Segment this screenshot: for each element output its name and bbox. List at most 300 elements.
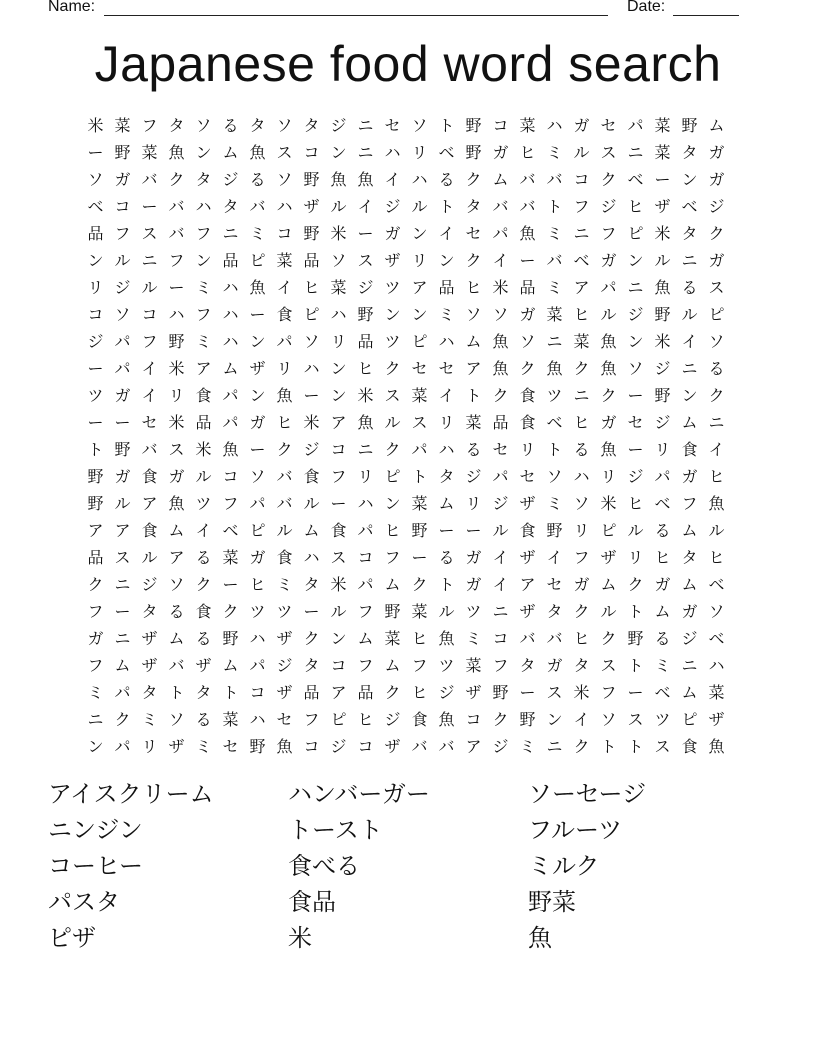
grid-cell[interactable]: ク: [627, 574, 644, 594]
grid-cell[interactable]: ザ: [276, 628, 293, 648]
grid-cell[interactable]: ト: [411, 466, 428, 486]
grid-cell[interactable]: セ: [627, 412, 644, 432]
grid-cell[interactable]: ク: [492, 385, 509, 405]
grid-cell[interactable]: ハ: [195, 196, 212, 216]
grid-cell[interactable]: ト: [438, 115, 455, 135]
grid-cell[interactable]: ジ: [276, 655, 293, 675]
grid-cell[interactable]: 魚: [600, 358, 617, 378]
grid-cell[interactable]: 野: [87, 493, 104, 513]
grid-cell[interactable]: る: [654, 520, 671, 540]
grid-cell[interactable]: ニ: [492, 601, 509, 621]
grid-cell[interactable]: ク: [708, 385, 725, 405]
grid-cell[interactable]: ツ: [546, 385, 563, 405]
grid-cell[interactable]: タ: [681, 547, 698, 567]
grid-cell[interactable]: 魚: [438, 709, 455, 729]
grid-cell[interactable]: ー: [465, 520, 482, 540]
grid-cell[interactable]: 野: [168, 331, 185, 351]
grid-cell[interactable]: ム: [681, 412, 698, 432]
grid-cell[interactable]: イ: [276, 277, 293, 297]
grid-cell[interactable]: 米: [303, 412, 320, 432]
grid-cell[interactable]: ハ: [303, 358, 320, 378]
grid-cell[interactable]: ハ: [222, 331, 239, 351]
grid-cell[interactable]: る: [438, 547, 455, 567]
grid-cell[interactable]: バ: [276, 466, 293, 486]
grid-cell[interactable]: バ: [546, 628, 563, 648]
grid-cell[interactable]: ガ: [681, 601, 698, 621]
grid-cell[interactable]: ジ: [600, 196, 617, 216]
grid-cell[interactable]: タ: [546, 601, 563, 621]
grid-cell[interactable]: ル: [681, 304, 698, 324]
grid-cell[interactable]: 食: [411, 709, 428, 729]
grid-cell[interactable]: 野: [303, 223, 320, 243]
grid-cell[interactable]: ガ: [249, 412, 266, 432]
grid-cell[interactable]: パ: [249, 493, 266, 513]
grid-cell[interactable]: ジ: [681, 628, 698, 648]
grid-cell[interactable]: ン: [87, 736, 104, 756]
grid-cell[interactable]: セ: [438, 358, 455, 378]
grid-cell[interactable]: ク: [222, 601, 239, 621]
grid-cell[interactable]: タ: [438, 466, 455, 486]
grid-cell[interactable]: ツ: [87, 385, 104, 405]
grid-cell[interactable]: ハ: [546, 115, 563, 135]
grid-cell[interactable]: ス: [141, 223, 158, 243]
grid-cell[interactable]: ク: [708, 223, 725, 243]
grid-cell[interactable]: ソ: [303, 331, 320, 351]
grid-cell[interactable]: フ: [411, 655, 428, 675]
grid-cell[interactable]: 魚: [357, 412, 374, 432]
grid-cell[interactable]: ン: [681, 169, 698, 189]
grid-cell[interactable]: タ: [168, 115, 185, 135]
grid-cell[interactable]: ト: [465, 385, 482, 405]
grid-cell[interactable]: ベ: [573, 250, 590, 270]
grid-cell[interactable]: ベ: [708, 574, 725, 594]
grid-cell[interactable]: 品: [222, 250, 239, 270]
grid-cell[interactable]: リ: [573, 520, 590, 540]
grid-cell[interactable]: 魚: [168, 493, 185, 513]
grid-cell[interactable]: ハ: [411, 169, 428, 189]
grid-cell[interactable]: ー: [87, 412, 104, 432]
grid-cell[interactable]: ガ: [114, 385, 131, 405]
grid-cell[interactable]: ニ: [141, 250, 158, 270]
grid-cell[interactable]: ミ: [438, 304, 455, 324]
grid-cell[interactable]: ガ: [465, 574, 482, 594]
grid-cell[interactable]: ザ: [276, 682, 293, 702]
grid-cell[interactable]: 魚: [600, 439, 617, 459]
grid-cell[interactable]: ジ: [708, 196, 725, 216]
grid-cell[interactable]: ソ: [519, 331, 536, 351]
grid-cell[interactable]: ス: [330, 547, 347, 567]
grid-cell[interactable]: 品: [492, 412, 509, 432]
grid-cell[interactable]: ツ: [384, 331, 401, 351]
grid-cell[interactable]: ス: [384, 385, 401, 405]
grid-cell[interactable]: 品: [438, 277, 455, 297]
grid-cell[interactable]: リ: [141, 736, 158, 756]
grid-cell[interactable]: イ: [438, 223, 455, 243]
grid-cell[interactable]: ル: [384, 412, 401, 432]
grid-cell[interactable]: ザ: [141, 628, 158, 648]
grid-cell[interactable]: バ: [438, 736, 455, 756]
grid-cell[interactable]: コ: [249, 682, 266, 702]
grid-cell[interactable]: ル: [303, 493, 320, 513]
grid-cell[interactable]: タ: [681, 142, 698, 162]
grid-cell[interactable]: フ: [384, 547, 401, 567]
grid-cell[interactable]: ヒ: [627, 493, 644, 513]
grid-cell[interactable]: ソ: [168, 709, 185, 729]
grid-cell[interactable]: ル: [600, 601, 617, 621]
grid-cell[interactable]: ム: [357, 628, 374, 648]
grid-cell[interactable]: 菜: [573, 331, 590, 351]
grid-cell[interactable]: 米: [573, 682, 590, 702]
grid-cell[interactable]: リ: [168, 385, 185, 405]
grid-cell[interactable]: 野: [114, 439, 131, 459]
grid-cell[interactable]: ク: [276, 439, 293, 459]
grid-cell[interactable]: 魚: [249, 277, 266, 297]
grid-cell[interactable]: ア: [465, 736, 482, 756]
grid-cell[interactable]: コ: [303, 736, 320, 756]
grid-cell[interactable]: イ: [384, 169, 401, 189]
grid-cell[interactable]: る: [195, 628, 212, 648]
grid-cell[interactable]: フ: [87, 655, 104, 675]
grid-cell[interactable]: ソ: [276, 115, 293, 135]
grid-cell[interactable]: イ: [708, 439, 725, 459]
grid-cell[interactable]: 魚: [438, 628, 455, 648]
grid-cell[interactable]: バ: [249, 196, 266, 216]
grid-cell[interactable]: ツ: [654, 709, 671, 729]
grid-cell[interactable]: ル: [492, 520, 509, 540]
grid-cell[interactable]: ソ: [276, 169, 293, 189]
grid-cell[interactable]: ン: [546, 709, 563, 729]
grid-cell[interactable]: 野: [681, 115, 698, 135]
grid-cell[interactable]: ソ: [411, 115, 428, 135]
grid-cell[interactable]: タ: [222, 196, 239, 216]
grid-cell[interactable]: ー: [411, 547, 428, 567]
grid-cell[interactable]: ハ: [303, 547, 320, 567]
grid-cell[interactable]: セ: [222, 736, 239, 756]
grid-cell[interactable]: ニ: [681, 250, 698, 270]
grid-cell[interactable]: リ: [519, 439, 536, 459]
grid-cell[interactable]: ガ: [546, 655, 563, 675]
grid-cell[interactable]: ソ: [87, 169, 104, 189]
grid-cell[interactable]: ム: [384, 574, 401, 594]
grid-cell[interactable]: ア: [87, 520, 104, 540]
grid-cell[interactable]: 米: [357, 385, 374, 405]
grid-cell[interactable]: ジ: [384, 709, 401, 729]
grid-cell[interactable]: ニ: [573, 385, 590, 405]
grid-cell[interactable]: ト: [438, 196, 455, 216]
grid-cell[interactable]: 品: [87, 223, 104, 243]
grid-cell[interactable]: セ: [141, 412, 158, 432]
grid-cell[interactable]: コ: [492, 628, 509, 648]
grid-cell[interactable]: 野: [114, 142, 131, 162]
grid-cell[interactable]: タ: [303, 574, 320, 594]
grid-cell[interactable]: ス: [276, 142, 293, 162]
grid-cell[interactable]: ハ: [276, 196, 293, 216]
grid-cell[interactable]: コ: [303, 142, 320, 162]
grid-cell[interactable]: ム: [114, 655, 131, 675]
grid-cell[interactable]: 品: [519, 277, 536, 297]
grid-cell[interactable]: ソ: [114, 304, 131, 324]
grid-cell[interactable]: ヒ: [276, 412, 293, 432]
grid-cell[interactable]: タ: [195, 169, 212, 189]
grid-cell[interactable]: ニ: [681, 358, 698, 378]
grid-cell[interactable]: ミ: [195, 331, 212, 351]
grid-cell[interactable]: 菜: [411, 385, 428, 405]
grid-cell[interactable]: ソ: [546, 466, 563, 486]
grid-cell[interactable]: ク: [384, 358, 401, 378]
grid-cell[interactable]: セ: [465, 223, 482, 243]
grid-cell[interactable]: ク: [573, 358, 590, 378]
grid-cell[interactable]: ヒ: [411, 628, 428, 648]
grid-cell[interactable]: 菜: [330, 277, 347, 297]
grid-cell[interactable]: ガ: [384, 223, 401, 243]
grid-cell[interactable]: ベ: [222, 520, 239, 540]
grid-cell[interactable]: パ: [492, 223, 509, 243]
grid-cell[interactable]: る: [222, 115, 239, 135]
grid-cell[interactable]: タ: [249, 115, 266, 135]
grid-cell[interactable]: ト: [627, 736, 644, 756]
grid-cell[interactable]: ニ: [546, 331, 563, 351]
grid-cell[interactable]: ン: [330, 628, 347, 648]
grid-cell[interactable]: ア: [330, 412, 347, 432]
grid-cell[interactable]: ニ: [627, 142, 644, 162]
grid-cell[interactable]: ザ: [141, 655, 158, 675]
grid-cell[interactable]: ル: [114, 493, 131, 513]
grid-cell[interactable]: ル: [627, 520, 644, 540]
grid-cell[interactable]: ー: [114, 412, 131, 432]
grid-cell[interactable]: ニ: [708, 412, 725, 432]
grid-cell[interactable]: ー: [519, 682, 536, 702]
grid-cell[interactable]: ミ: [195, 736, 212, 756]
grid-cell[interactable]: ツ: [438, 655, 455, 675]
grid-cell[interactable]: フ: [600, 682, 617, 702]
grid-cell[interactable]: ピ: [249, 520, 266, 540]
grid-cell[interactable]: ミ: [546, 493, 563, 513]
grid-cell[interactable]: イ: [357, 196, 374, 216]
grid-cell[interactable]: パ: [222, 385, 239, 405]
grid-cell[interactable]: バ: [276, 493, 293, 513]
grid-cell[interactable]: ン: [249, 331, 266, 351]
grid-cell[interactable]: 野: [87, 466, 104, 486]
grid-cell[interactable]: ミ: [519, 736, 536, 756]
grid-cell[interactable]: ジ: [465, 466, 482, 486]
grid-cell[interactable]: ル: [330, 196, 347, 216]
grid-cell[interactable]: イ: [141, 358, 158, 378]
grid-cell[interactable]: ヒ: [573, 304, 590, 324]
grid-cell[interactable]: ム: [384, 655, 401, 675]
grid-cell[interactable]: 食: [330, 520, 347, 540]
grid-cell[interactable]: ヒ: [573, 412, 590, 432]
grid-cell[interactable]: ク: [195, 574, 212, 594]
grid-cell[interactable]: ニ: [87, 709, 104, 729]
grid-cell[interactable]: 米: [168, 412, 185, 432]
grid-cell[interactable]: ジ: [114, 277, 131, 297]
grid-cell[interactable]: ハ: [438, 331, 455, 351]
grid-cell[interactable]: ザ: [708, 709, 725, 729]
grid-cell[interactable]: ミ: [195, 277, 212, 297]
grid-cell[interactable]: ス: [600, 142, 617, 162]
grid-cell[interactable]: ヒ: [357, 709, 374, 729]
grid-cell[interactable]: 米: [600, 493, 617, 513]
grid-cell[interactable]: ク: [114, 709, 131, 729]
grid-cell[interactable]: ジ: [330, 115, 347, 135]
grid-cell[interactable]: ー: [519, 250, 536, 270]
grid-cell[interactable]: リ: [411, 250, 428, 270]
grid-cell[interactable]: 魚: [546, 358, 563, 378]
grid-cell[interactable]: ン: [87, 250, 104, 270]
grid-cell[interactable]: ト: [168, 682, 185, 702]
grid-cell[interactable]: 魚: [708, 736, 725, 756]
grid-cell[interactable]: ヒ: [654, 547, 671, 567]
grid-cell[interactable]: リ: [465, 493, 482, 513]
grid-cell[interactable]: 魚: [492, 358, 509, 378]
grid-cell[interactable]: 野: [519, 709, 536, 729]
grid-cell[interactable]: パ: [654, 466, 671, 486]
grid-cell[interactable]: ア: [465, 358, 482, 378]
grid-cell[interactable]: ク: [168, 169, 185, 189]
grid-cell[interactable]: ソ: [195, 115, 212, 135]
grid-cell[interactable]: リ: [357, 466, 374, 486]
grid-cell[interactable]: ル: [438, 601, 455, 621]
grid-cell[interactable]: ム: [708, 115, 725, 135]
grid-cell[interactable]: ム: [168, 628, 185, 648]
grid-cell[interactable]: ガ: [600, 250, 617, 270]
grid-cell[interactable]: ガ: [600, 412, 617, 432]
grid-cell[interactable]: パ: [114, 682, 131, 702]
grid-cell[interactable]: ハ: [438, 439, 455, 459]
grid-cell[interactable]: ム: [600, 574, 617, 594]
grid-cell[interactable]: 食: [141, 520, 158, 540]
grid-cell[interactable]: ジ: [384, 196, 401, 216]
grid-cell[interactable]: ソ: [249, 466, 266, 486]
grid-cell[interactable]: ク: [303, 628, 320, 648]
grid-cell[interactable]: パ: [276, 331, 293, 351]
grid-cell[interactable]: 米: [654, 331, 671, 351]
grid-cell[interactable]: ク: [573, 601, 590, 621]
grid-cell[interactable]: ク: [600, 169, 617, 189]
grid-cell[interactable]: ム: [492, 169, 509, 189]
grid-cell[interactable]: ン: [330, 385, 347, 405]
grid-cell[interactable]: ー: [627, 439, 644, 459]
grid-cell[interactable]: ル: [708, 520, 725, 540]
grid-cell[interactable]: ハ: [708, 655, 725, 675]
grid-cell[interactable]: ア: [573, 277, 590, 297]
grid-cell[interactable]: ザ: [303, 196, 320, 216]
grid-cell[interactable]: ソ: [627, 358, 644, 378]
grid-cell[interactable]: ザ: [384, 250, 401, 270]
grid-cell[interactable]: フ: [222, 493, 239, 513]
grid-cell[interactable]: 菜: [222, 709, 239, 729]
grid-cell[interactable]: ツ: [276, 601, 293, 621]
grid-cell[interactable]: ア: [330, 682, 347, 702]
grid-cell[interactable]: る: [195, 709, 212, 729]
grid-cell[interactable]: ル: [654, 250, 671, 270]
grid-cell[interactable]: ハ: [249, 709, 266, 729]
grid-cell[interactable]: ハ: [168, 304, 185, 324]
grid-cell[interactable]: ン: [438, 250, 455, 270]
grid-cell[interactable]: ピ: [627, 223, 644, 243]
grid-cell[interactable]: ア: [519, 574, 536, 594]
grid-cell[interactable]: ガ: [708, 169, 725, 189]
grid-cell[interactable]: 食: [276, 304, 293, 324]
grid-cell[interactable]: タ: [465, 196, 482, 216]
grid-cell[interactable]: ル: [573, 142, 590, 162]
grid-cell[interactable]: ツ: [384, 277, 401, 297]
grid-cell[interactable]: 食: [519, 385, 536, 405]
grid-cell[interactable]: ー: [303, 601, 320, 621]
grid-cell[interactable]: 菜: [141, 142, 158, 162]
grid-cell[interactable]: ジ: [303, 439, 320, 459]
grid-cell[interactable]: 魚: [600, 331, 617, 351]
grid-cell[interactable]: ス: [114, 547, 131, 567]
grid-cell[interactable]: 菜: [411, 601, 428, 621]
grid-cell[interactable]: る: [465, 439, 482, 459]
grid-cell[interactable]: パ: [249, 655, 266, 675]
grid-cell[interactable]: ハ: [357, 493, 374, 513]
grid-cell[interactable]: バ: [411, 736, 428, 756]
grid-cell[interactable]: バ: [519, 196, 536, 216]
grid-cell[interactable]: 品: [357, 331, 374, 351]
grid-cell[interactable]: ス: [654, 736, 671, 756]
grid-cell[interactable]: フ: [168, 250, 185, 270]
grid-cell[interactable]: 食: [195, 385, 212, 405]
grid-cell[interactable]: ピ: [384, 466, 401, 486]
grid-cell[interactable]: ア: [168, 547, 185, 567]
grid-cell[interactable]: ザ: [249, 358, 266, 378]
grid-cell[interactable]: ピ: [681, 709, 698, 729]
grid-cell[interactable]: 米: [330, 574, 347, 594]
grid-cell[interactable]: ガ: [87, 628, 104, 648]
grid-cell[interactable]: ミ: [141, 709, 158, 729]
grid-cell[interactable]: ル: [276, 520, 293, 540]
grid-cell[interactable]: ザ: [465, 682, 482, 702]
grid-cell[interactable]: ク: [384, 682, 401, 702]
grid-cell[interactable]: ニ: [681, 655, 698, 675]
grid-cell[interactable]: ソ: [708, 331, 725, 351]
grid-cell[interactable]: ー: [87, 142, 104, 162]
grid-cell[interactable]: ス: [357, 250, 374, 270]
grid-cell[interactable]: バ: [519, 169, 536, 189]
grid-cell[interactable]: ミ: [276, 574, 293, 594]
grid-cell[interactable]: ン: [330, 358, 347, 378]
grid-cell[interactable]: フ: [330, 466, 347, 486]
grid-cell[interactable]: コ: [276, 223, 293, 243]
grid-cell[interactable]: ガ: [114, 169, 131, 189]
grid-cell[interactable]: る: [654, 628, 671, 648]
grid-cell[interactable]: パ: [357, 520, 374, 540]
grid-cell[interactable]: 魚: [519, 223, 536, 243]
grid-cell[interactable]: 菜: [465, 412, 482, 432]
grid-cell[interactable]: ジ: [87, 331, 104, 351]
grid-cell[interactable]: ピ: [330, 709, 347, 729]
grid-cell[interactable]: ム: [681, 520, 698, 540]
grid-cell[interactable]: フ: [195, 223, 212, 243]
grid-cell[interactable]: 菜: [465, 655, 482, 675]
grid-cell[interactable]: ト: [438, 574, 455, 594]
grid-cell[interactable]: 野: [546, 520, 563, 540]
grid-cell[interactable]: リ: [87, 277, 104, 297]
grid-cell[interactable]: ニ: [546, 736, 563, 756]
grid-cell[interactable]: ピ: [708, 304, 725, 324]
grid-cell[interactable]: ン: [384, 304, 401, 324]
grid-cell[interactable]: ン: [384, 493, 401, 513]
grid-cell[interactable]: ー: [357, 223, 374, 243]
grid-cell[interactable]: 野: [357, 304, 374, 324]
grid-cell[interactable]: ツ: [249, 601, 266, 621]
grid-cell[interactable]: ク: [87, 574, 104, 594]
grid-cell[interactable]: セ: [384, 115, 401, 135]
grid-cell[interactable]: ソ: [330, 250, 347, 270]
grid-cell[interactable]: ベ: [627, 169, 644, 189]
